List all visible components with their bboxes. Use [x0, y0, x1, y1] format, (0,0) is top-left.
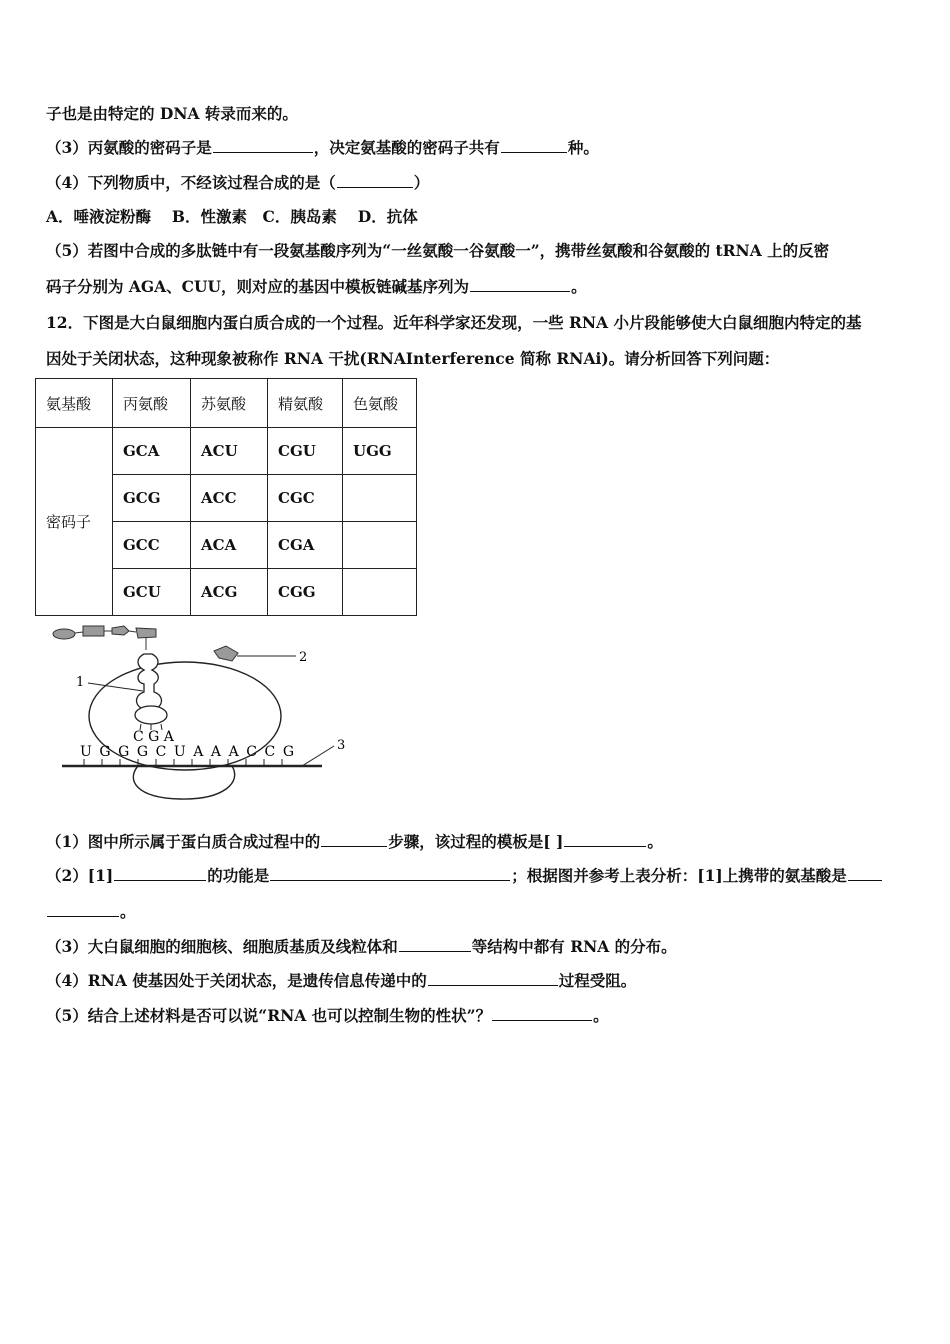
- answer-blank[interactable]: [321, 831, 387, 847]
- table-cell: [343, 522, 417, 569]
- answer-blank[interactable]: [501, 137, 567, 153]
- answer-blank[interactable]: [270, 865, 510, 881]
- answer-blank[interactable]: [47, 901, 119, 917]
- row-label: 密码子: [36, 428, 113, 616]
- sub-question-1: （1）图中所示属于蛋白质合成过程中的 步骤，该过程的模板是[ ] 。: [46, 832, 663, 851]
- question-4-options: A．唾液淀粉酶 B．性激素 C．胰岛素 D．抗体: [46, 207, 418, 226]
- table-cell: ACC: [191, 475, 268, 522]
- q12-intro-line1: 12．下图是大白鼠细胞内蛋白质合成的一个过程。近年科学家还发现，一些 RNA 小片段能够使大白鼠细胞内特定的基: [46, 313, 862, 332]
- table-header: 精氨酸: [268, 379, 343, 428]
- table-cell: ACU: [191, 428, 268, 475]
- codon-table: [35, 378, 417, 616]
- answer-blank[interactable]: [213, 137, 313, 153]
- table-cell: GCA: [113, 428, 191, 475]
- polypeptide-chain: [53, 626, 156, 650]
- sub-question-2: （2）[1] 的功能是 ；根据图并参考上表分析：[1]上携带的氨基酸是: [46, 864, 883, 886]
- answer-blank[interactable]: [470, 276, 570, 292]
- answer-blank[interactable]: [114, 865, 206, 881]
- table-cell: [343, 475, 417, 522]
- table-cell: CGU: [268, 428, 343, 475]
- sub-question-2-continued: 。: [46, 900, 136, 922]
- table-cell: UGG: [343, 428, 417, 475]
- label-1-leader: [88, 683, 143, 691]
- table-cell: GCU: [113, 569, 191, 616]
- label-1: 1: [76, 675, 85, 690]
- answer-blank[interactable]: [492, 1005, 592, 1021]
- sub-question-3: （3）大白鼠细胞的细胞核、细胞质基质及线粒体和 等结构中都有 RNA 的分布。: [46, 937, 677, 956]
- table-header: 苏氨酸: [191, 379, 268, 428]
- mrna-sequence: U G G G C U A A A C C G: [80, 744, 294, 760]
- question-3: （3）丙氨酸的密码子是 ，决定氨基酸的密码子共有 种。: [46, 138, 599, 157]
- answer-blank[interactable]: [428, 970, 558, 986]
- sub-question-5: （5）结合上述材料是否可以说“RNA 也可以控制生物的性状”？ 。: [46, 1006, 609, 1025]
- answer-blank[interactable]: [848, 865, 882, 881]
- table-cell: GCG: [113, 475, 191, 522]
- table-cell: ACA: [191, 522, 268, 569]
- answer-blank[interactable]: [399, 936, 471, 952]
- table-cell: ACG: [191, 569, 268, 616]
- table-cell: CGC: [268, 475, 343, 522]
- question-5-line1: （5）若图中合成的多肽链中有一段氨基酸序列为“一丝氨酸一谷氨酸一”，携带丝氨酸和谷氨酸的 tRNA 上的反密: [46, 241, 830, 260]
- question-4: （4）下列物质中，不经该过程合成的是（ ）: [46, 173, 430, 192]
- anticodon-text: C G A: [133, 729, 174, 745]
- continued-text: 子也是由特定的 DNA 转录而来的。: [46, 104, 298, 123]
- translation-diagram: [40, 620, 360, 805]
- trna: [135, 654, 167, 724]
- answer-blank[interactable]: [337, 172, 413, 188]
- answer-blank[interactable]: [564, 831, 646, 847]
- sub-question-4: （4）RNA 使基因处于关闭状态，是遗传信息传递中的 过程受阻。: [46, 971, 637, 990]
- table-header: 丙氨酸: [113, 379, 191, 428]
- label-3-leader: [302, 746, 334, 766]
- amino-acid-shape: [214, 646, 238, 661]
- label-2: 2: [299, 650, 308, 665]
- ribosome-small-subunit: [133, 766, 234, 799]
- label-3: 3: [337, 738, 346, 753]
- q12-intro-line2: 因处于关闭状态，这种现象被称作 RNA 干扰(RNAInterference 简称 RNAi)。请分析回答下列问题：: [46, 349, 780, 368]
- table-cell: GCC: [113, 522, 191, 569]
- table-cell: [343, 569, 417, 616]
- question-5-line2: 码子分别为 AGA、CUU，则对应的基因中模板链碱基序列为 。: [46, 277, 587, 296]
- table-cell: CGG: [268, 569, 343, 616]
- table-header: 氨基酸: [36, 379, 113, 428]
- table-cell: CGA: [268, 522, 343, 569]
- table-header: 色氨酸: [343, 379, 417, 428]
